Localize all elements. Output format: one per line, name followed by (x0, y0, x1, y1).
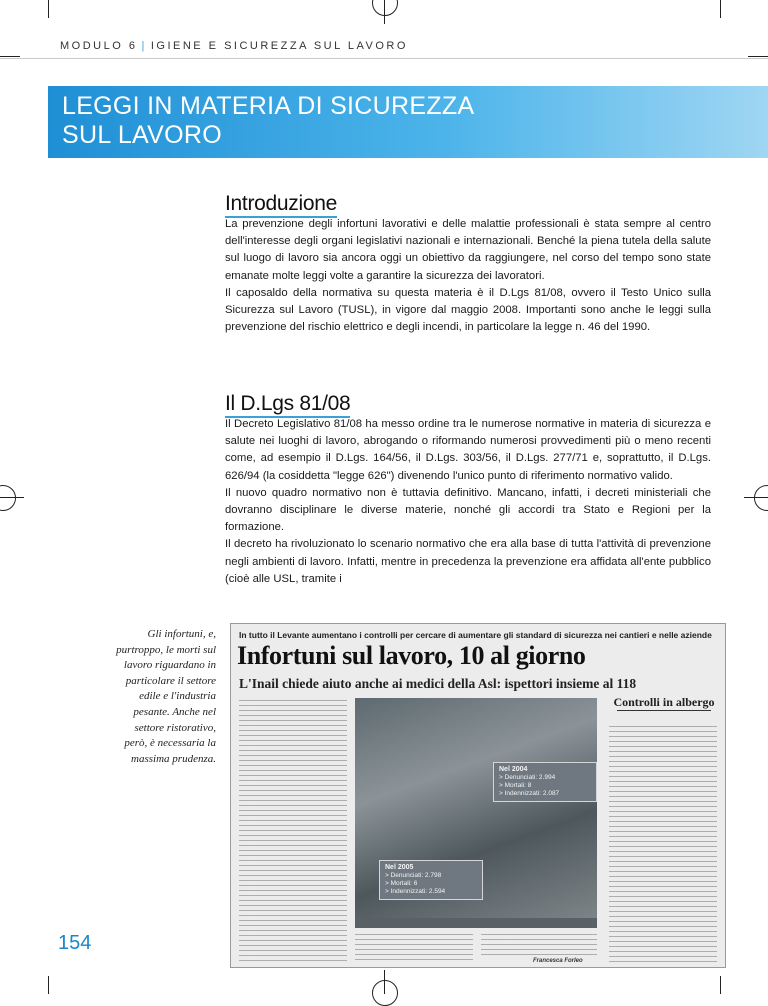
stat-box-2004: Nel 2004 > Denunciati: 2.994 > Mortali: 8 > Indennizzati: 2.087 (493, 762, 597, 802)
stat-box-2005: Nel 2005 > Denunciati: 2.798 > Mortali: 6 > Indennizzati: 2.594 (379, 860, 483, 900)
header-separator: | (141, 40, 147, 52)
page-number: 154 (58, 932, 92, 954)
clipping-text-column (355, 934, 473, 964)
section-body-dlgs (225, 416, 711, 588)
crop-mark (720, 976, 721, 994)
registration-mark (0, 485, 16, 511)
registration-mark (372, 980, 398, 1006)
clipping-headline: Infortuni sul lavoro, 10 al giorno (237, 641, 586, 670)
paragraph: Il caposaldo della normativa su questa materia è il D.Lgs 81/08, ovvero il Testo Unico sulla Sicurezza sul Lavoro (TUSL), in vigore dal maggio 2008. Importanti sono anche le leggi sulla prevenzione del rischio elettrico e degli incendi, in particolare la legge n. 46 del 1990. (225, 286, 711, 334)
clipping-signature: Francesca Forleo (533, 958, 583, 964)
section-heading-introduzione: Introduzione (225, 192, 337, 216)
paragraph: Il nuovo quadro normativo non è tuttavia definitivo. Mancano, infatti, i decreti ministeriali che dovranno disciplinare le diverse materie, nonché gli accordi tra Stato e Regioni per la formazione. (225, 486, 711, 534)
crop-mark (0, 56, 20, 57)
clipping-text-column (481, 934, 597, 958)
paragraph: Il Decreto Legislativo 81/08 ha messo ordine tra le numerose normative in materia di sicurezza e salute nei luoghi di lavoro, abrogando o riformando numerosi provvedimenti più o meno recenti come, ad esempio il D.Lgs. 164/56, il D.Lgs. 303/56, il D.Lgs. 277/71 e, soprattutto, il D.Lgs. 626/94 (la cosiddetta "legge 626") divenendo l'unico punto di riferimento normativo valido. (225, 418, 711, 482)
running-header (60, 40, 408, 52)
sidebox-title: Controlli in albergo (613, 695, 715, 709)
registration-mark (372, 0, 398, 16)
section-heading-dlgs: Il D.Lgs 81/08 (225, 392, 350, 416)
clipping-text-column (609, 726, 717, 962)
chapter-label: IGIENE E SICUREZZA SUL LAVORO (150, 40, 408, 52)
newspaper-clipping-image (230, 623, 726, 968)
photo-strip (355, 918, 597, 928)
clipping-subheadline: L'Inail chiede aiuto anche ai medici della Asl: ispettori insieme al 118 (239, 676, 637, 691)
registration-mark (754, 485, 768, 511)
crop-mark (720, 0, 721, 18)
section-body-introduzione (225, 216, 711, 336)
crop-mark (748, 56, 768, 57)
crop-mark (48, 976, 49, 994)
page-title: LEGGI IN MATERIA DI SICUREZZA SUL LAVORO (62, 92, 475, 149)
paragraph: La prevenzione degli infortuni lavorativi e delle malattie professionali è stata sempre al centro dell'interesse degli organi legislativi nazionali e internazionali. Benché la piena tutela della salute sul luogo di lavoro sia ancora oggi un obiettivo da raggiungere, nel corso del tempo sono state emanate molte leggi volte a garantire la sicurezza dei lavoratori. (225, 218, 711, 282)
clipping-text-column (239, 700, 347, 962)
crop-mark (48, 0, 49, 18)
clipping-kicker: In tutto il Levante aumentano i controlli per cercare di aumentare gli standard di sicurezza nei cantieri e nelle aziende (239, 630, 712, 640)
title-banner (48, 86, 768, 158)
header-rule (0, 58, 768, 59)
image-caption: Gli infortuni, e, purtroppo, le morti sul lavoro riguardano in particolare il settore edile e l'industria pesante. Anche nel settore ristorativo, però, è necessaria la massima prudenza. (116, 628, 216, 765)
paragraph: Il decreto ha rivoluzionato lo scenario normativo che era alla base di tutta l'attività di prevenzione negli ambienti di lavoro. Infatti, mentre in precedenza la prevenzione era affidata all'ente pubblico (cioè alle USL, tramite i (225, 538, 711, 585)
module-label: MODULO 6 (60, 40, 138, 52)
